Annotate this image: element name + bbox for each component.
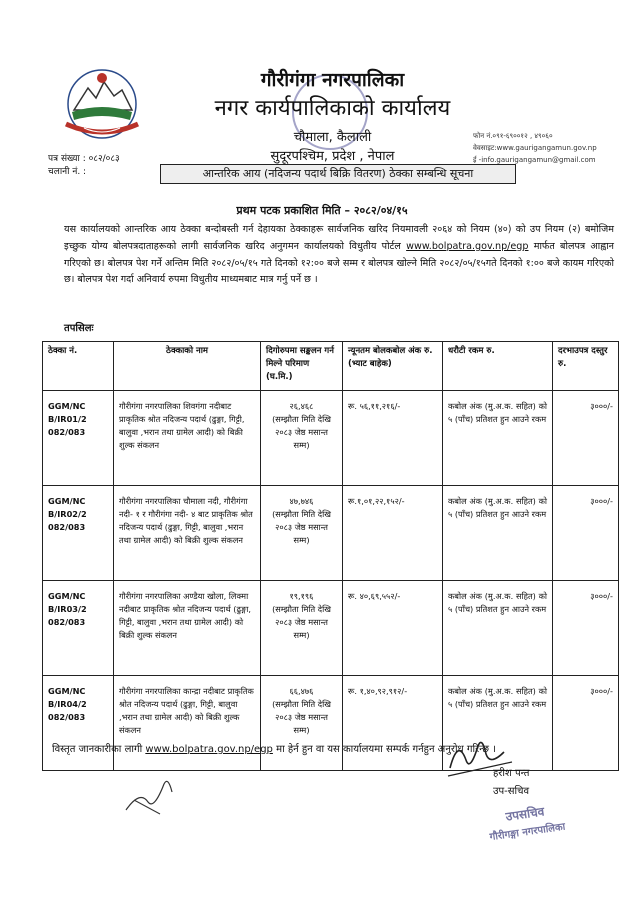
footer-bolpatra-link[interactable]: www.bolpatra.gov.np/egp — [145, 744, 273, 755]
signatory-name: हरीश पन्त — [493, 768, 530, 779]
table-row — [43, 581, 619, 676]
contact-website: वेवसाइट:www.gaurigangamun.gov.np — [473, 144, 597, 152]
contract-name: गौरीगंगा नगरपालिका चौमाला नदी, गौरीगंगा नदी- १ र गौरीगंगा नदी- ४ बाट प्राकृतिक श्रोत नदिजन्य पदार्थ (ढुङ्गा, गिट्टी, बालुवा ,भरान तथा ग्रामेल आदी) को बिक्री शुल्क संकलन — [114, 486, 261, 581]
quantity-note: (सम्झौता मिति देखि २०८३ जेष्ठ मसान्त सम्म) — [272, 699, 331, 735]
contract-min-amount: रू. ४०,६९,५५२/- — [343, 581, 443, 676]
contract-deposit: कबोल अंक (मु.अ.क. सहित) को ५ (पाँच) प्रतिशत हुन आउने रकम — [443, 581, 553, 676]
contract-name: गौरीगंगा नगरपालिका शिवगंगा नदीबाट प्राकृतिक श्रोत नदिजन्य पदार्थ (ढुङ्गा, गिट्टी, बालुवा ,भरान तथा ग्रामेल आदी) को बिक्री शुल्क संकलन — [114, 391, 261, 486]
contract-fee: ३०००/- — [553, 676, 619, 771]
contract-fee: ३०००/- — [553, 486, 619, 581]
header-min-amount: न्यूनतम बोलकबोल अंक रु. (भ्याट बाहेक) — [343, 342, 443, 391]
official-stamp — [474, 798, 578, 845]
contract-min-amount: रू. ५६,११,२१६/- — [343, 391, 443, 486]
quantity-value: २६,४६८ — [289, 401, 314, 411]
contract-fee: ३०००/- — [553, 391, 619, 486]
contract-min-amount: रू.१,०१,२२,१५२/- — [343, 486, 443, 581]
quantity-value: ४७,७४६ — [289, 496, 314, 506]
contract-code: GGM/NC B/IR03/2 082/083 — [43, 581, 114, 676]
footer-note-post: मा हेर्न हुन वा यस कार्यालयमा सम्पर्क गर्नहुन अनुरोध गरिन्छ । — [272, 744, 497, 755]
municipality-name: गौरीगंगा नगरपालिका — [260, 69, 405, 91]
contract-quantity — [261, 676, 343, 771]
stamp-line-1: उपसचिव — [504, 804, 546, 824]
contract-name: गौरीगंगा नगरपालिका अण्डैया खोला, लिक्मा नदीबाट प्राकृतिक श्रोत नदिजन्य पदार्थ (ढुङ्गा, गिट्टी, बालुवा ,भरान तथा ग्रामेल आदी) को बिक्री शुल्क संकलन — [114, 581, 261, 676]
footer-note — [52, 741, 496, 755]
contract-fee: ३०००/- — [553, 581, 619, 676]
header-quantity: दिगोरुपमा सङ्कलन गर्न मिल्ने परिमाण (घ.मि.) — [261, 342, 343, 391]
notice-body-text-1: यस कार्यालयको आन्तरिक आय ठेक्का बन्दोबस्ती गर्न देहायका ठेक्काहरू सार्वजनिक खरिद नियमावली २०६४ को नियम (४०) को उप नियम (२) बमोजिम इच्छुक योग्य बोलपत्रदाताहरूको लागी सार्वजनिक खरिद अनुगमन कार्यालयको विधुतीय पोर्टल — [64, 224, 614, 252]
contract-code: GGM/NC B/IR04/2 082/083 — [43, 676, 114, 771]
footer-note-pre: विस्तृत जानकारीका लागी — [52, 744, 146, 755]
quantity-value: १९,१९६ — [289, 591, 314, 601]
header-name: ठेक्काको नाम — [114, 342, 261, 391]
stamp-line-2: गौरीगङ्गा नगरपालिका — [489, 821, 566, 844]
notice-body — [64, 222, 614, 289]
header-code: ठेक्का नं. — [43, 342, 114, 391]
contact-email: ई -info.gaurigangamun@gmail.com — [473, 156, 596, 164]
chalani-number: चलानी नं. : — [48, 167, 87, 177]
quantity-note: (सम्झौता मिति देखि २०८३ जेष्ठ मसान्त सम्म) — [272, 604, 331, 640]
contact-phone: फोन नं.०९१-६९००१२ , ४९०६० — [473, 132, 553, 140]
contract-quantity — [261, 486, 343, 581]
publish-date: प्रथम पटक प्रकाशित मिति – २०८२/०४/१५ — [236, 204, 408, 217]
bolpatra-link[interactable]: www.bolpatra.gov.np/egp — [406, 240, 529, 252]
contract-name: गौरीगंगा नगरपालिका कान्द्रा नदीबाट प्राकृतिक श्रोत नदिजन्य पदार्थ (ढुङ्गा, गिट्टी, बालुवा ,भरान तथा ग्रामेल आदी) को बिक्री शुल्क संकलन — [114, 676, 261, 771]
office-name: नगर कार्यपालिकाको कार्यालय — [214, 96, 451, 121]
notice-subject: आन्तरिक आय (नदिजन्य पदार्थ बिक्रि वितरण) ठेक्का सम्बन्धि सूचना — [160, 164, 516, 184]
contract-code: GGM/NC B/IR02/2 082/083 — [43, 486, 114, 581]
contract-deposit: कबोल अंक (मु.अ.क. सहित) को ५ (पाँच) प्रतिशत हुन आउने रकम — [443, 676, 553, 771]
contract-deposit: कबोल अंक (मु.अ.क. सहित) को ५ (पाँच) प्रतिशत हुन आउने रकम — [443, 391, 553, 486]
contracts-table — [42, 341, 619, 771]
table-header-row — [43, 342, 619, 391]
quantity-note: (सम्झौता मिति देखि २०८३ जेष्ठ मसान्त सम्म) — [272, 509, 331, 545]
office-location: चौमाला, कैलाली — [293, 130, 372, 145]
table-row — [43, 391, 619, 486]
contract-min-amount: रू. १,४०,९२,९१२/- — [343, 676, 443, 771]
quantity-note: (सम्झौता मिति देखि २०८३ जेष्ठ मसान्त सम्म) — [272, 414, 331, 450]
office-province: सुदूरपश्चिम, प्रदेश , नेपाल — [270, 149, 395, 164]
details-label: तपसिलः — [64, 323, 94, 334]
signatory-title: उप-सचिव — [493, 786, 530, 797]
header-deposit: धरौटी रकम रु. — [443, 342, 553, 391]
contract-quantity — [261, 391, 343, 486]
contract-code: GGM/NC B/IR01/2 082/083 — [43, 391, 114, 486]
nepal-emblem-icon — [58, 66, 146, 146]
initials-icon — [120, 770, 190, 820]
quantity-value: ६६,४७६ — [289, 686, 314, 696]
table-row — [43, 676, 619, 771]
header-fee: दरभाउपत्र दस्तुर रु. — [553, 342, 619, 391]
reference-number: पत्र संख्या : ०८२/०८३ — [48, 154, 120, 164]
contract-deposit: कबोल अंक (मु.अ.क. सहित) को ५ (पाँच) प्रतिशत हुन आउने रकम — [443, 486, 553, 581]
table-row — [43, 486, 619, 581]
contract-quantity — [261, 581, 343, 676]
notice-body-text-2: मार्फत बोलपत्र आह्वान गरिएको छ। बोलपत्र पेश गर्ने अन्तिम मिति २०८२/०५/१५ गते दिनको १२:०० बजे सम्म र बोलपत्र खोल्ने मिति २०८२/०५/१५गते दिनको १:०० बजे कायम गरिएको छ। बोलपत्र पेश गर्दा अनिवार्य रुपमा विधुतीय माध्यमबाट मात्र गर्नु पर्ने छ । — [64, 240, 615, 286]
